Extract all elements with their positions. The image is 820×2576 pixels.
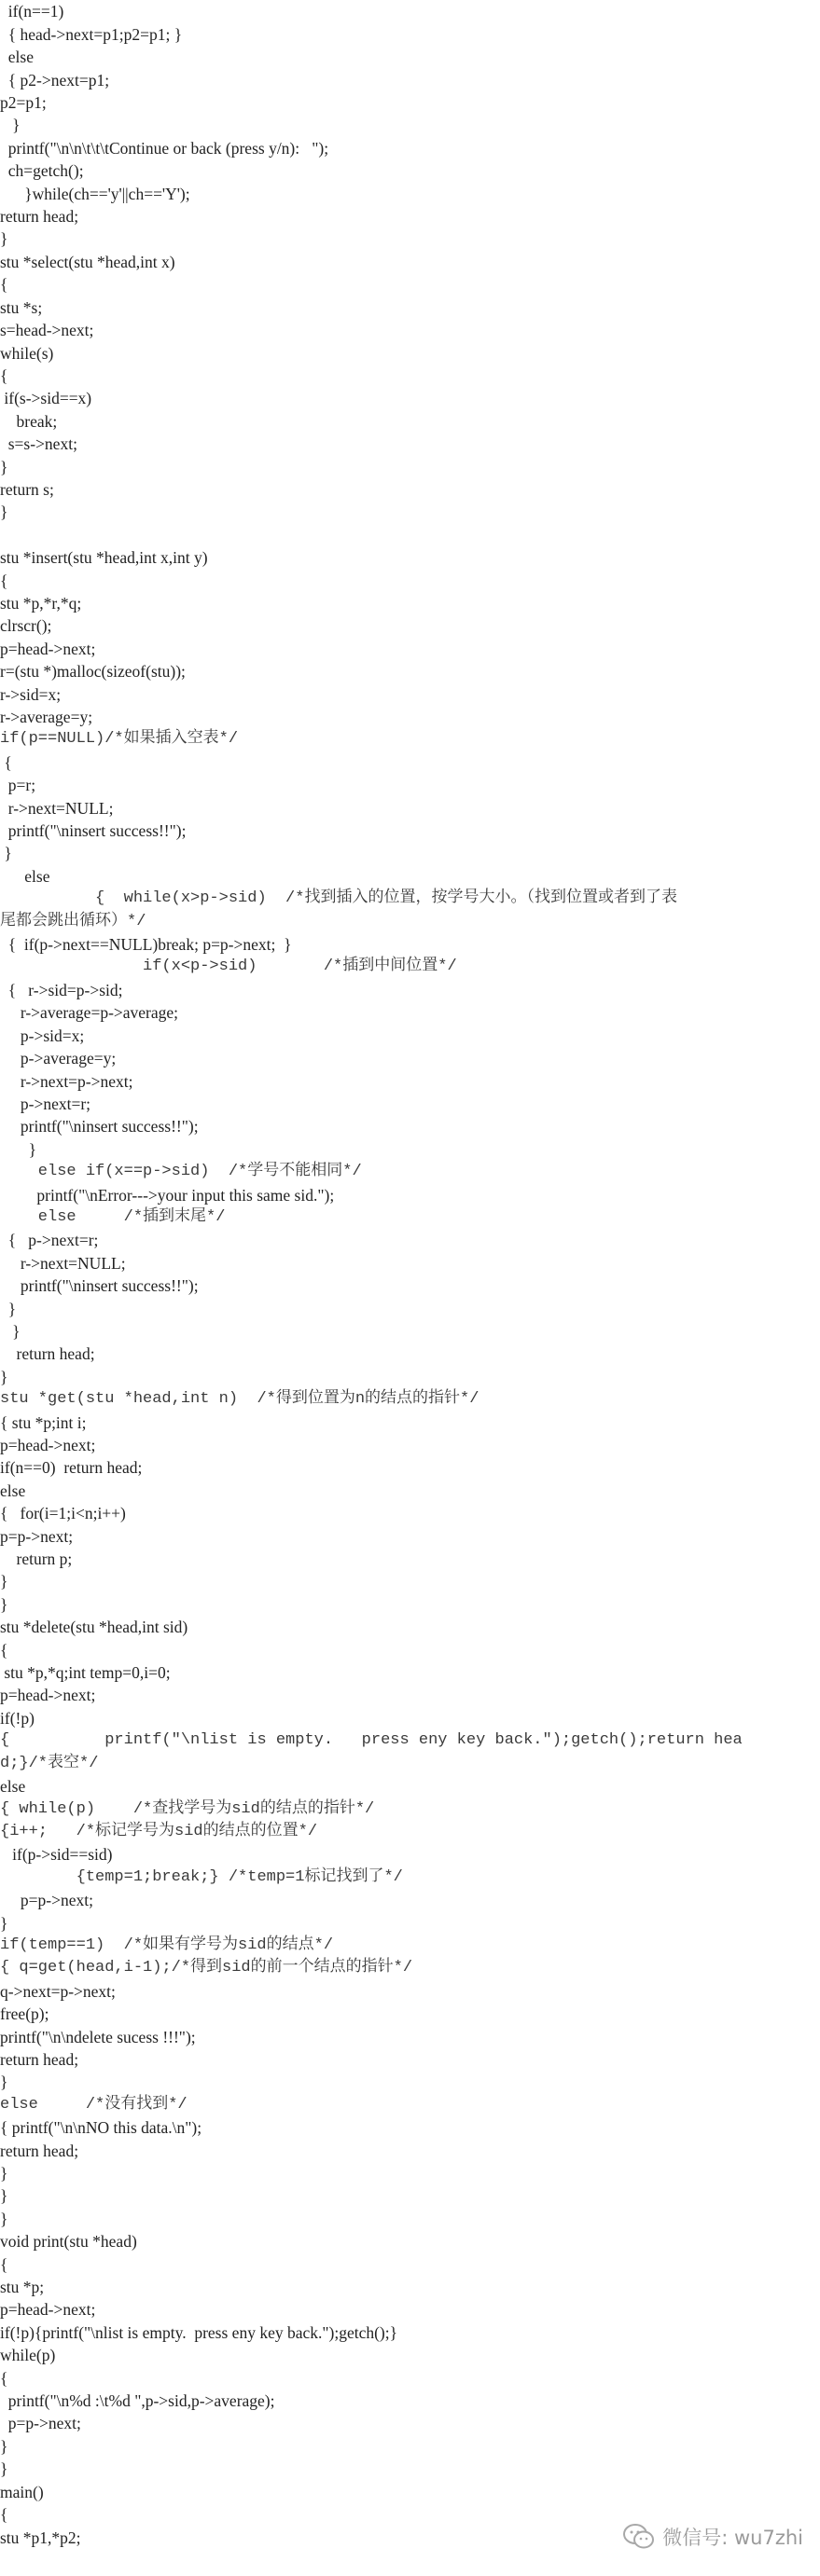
code-line: free(p);	[0, 2004, 49, 2024]
code-line: }	[0, 2073, 8, 2092]
code-line: r=(stu *)malloc(sizeof(stu));	[0, 662, 186, 682]
code-line: r->next=p->next;	[0, 1071, 133, 1091]
code-line: p=head->next;	[0, 1436, 96, 1454]
code-line: }	[0, 1594, 8, 1614]
code-line: printf("\ninsert success!!");	[0, 821, 187, 841]
code-line: }	[0, 457, 8, 476]
code-line: }	[0, 1913, 8, 1933]
code-line: p->next=r;	[0, 1094, 91, 1113]
code-line: stu *get(stu *head,int n) /*得到位置为n的结点的指针*/	[0, 1390, 479, 1409]
code-line: return p;	[0, 1550, 73, 1569]
code-line: {	[0, 1640, 8, 1660]
code-line: r->average=y;	[0, 708, 93, 726]
code-line: return head;	[0, 2049, 79, 2069]
code-line: else /*没有找到*/	[0, 2095, 188, 2114]
code-line: main()	[0, 2482, 44, 2501]
code-line: if(s->sid==x)	[0, 389, 92, 408]
code-line: }	[0, 1139, 37, 1159]
code-line: }	[0, 229, 8, 249]
code-line	[0, 524, 820, 546]
code-line: if(p->sid==sid)	[0, 1845, 113, 1865]
code-line: q->next=p->next;	[0, 1981, 116, 2001]
code-line: else	[0, 866, 50, 886]
code-line: printf("\n\ndelete sucess !!!");	[0, 2027, 196, 2046]
code-line: while(p)	[0, 2346, 56, 2365]
code-line: { p->next=r;	[0, 1231, 99, 1250]
code-line: p=p->next;	[0, 1526, 74, 1546]
code-line: else	[0, 1481, 26, 1500]
code-line: r->next=NULL;	[0, 798, 114, 818]
code-line: { stu *p;int i;	[0, 1412, 87, 1432]
code-line: printf("\nError--->your input this same sid.");	[0, 1185, 335, 1205]
code-line: if(n==1)	[0, 2, 64, 21]
code-line: d;}/*表空*/	[0, 1754, 99, 1772]
code-line: stu *select(stu *head,int x)	[0, 252, 175, 271]
code-line: return head;	[0, 2141, 79, 2160]
code-line: stu *p1,*p2;	[0, 2528, 81, 2547]
code-line: s=head->next;	[0, 321, 94, 340]
code-line: {temp=1;break;} /*temp=1标记找到了*/	[0, 1867, 403, 1886]
code-line: p->sid=x;	[0, 1026, 85, 1045]
code-line: }	[0, 2186, 8, 2206]
code-line: ch=getch();	[0, 161, 84, 181]
code-line: stu *s;	[0, 297, 43, 317]
wechat-icon	[623, 2524, 655, 2550]
code-line: else	[0, 1777, 26, 1797]
code-line: printf("\ninsert success!!");	[0, 1276, 199, 1296]
code-line: p2=p1;	[0, 93, 47, 113]
code-line: {	[0, 2368, 8, 2388]
code-line: r->average=p->average;	[0, 1003, 179, 1023]
code-line: }	[0, 1321, 21, 1341]
code-line: }	[0, 2209, 8, 2228]
code-line: if(n==0) return head;	[0, 1458, 143, 1478]
code-line: }	[0, 2164, 8, 2183]
code-line: { p2->next=p1;	[0, 70, 110, 90]
code-line: if(p==NULL)/*如果插入空表*/	[0, 730, 239, 749]
code-line: if(x<p->sid) /*插到中间位置*/	[0, 957, 457, 976]
code-line: void print(stu *head)	[0, 2232, 137, 2252]
code-line: return head;	[0, 1344, 95, 1364]
code-line: clrscr();	[0, 616, 52, 636]
code-line: r->sid=x;	[0, 684, 62, 704]
code-line: { q=get(head,i-1);/*得到sid的前一个结点的指针*/	[0, 1959, 413, 1977]
code-line: }	[0, 503, 8, 522]
code-line: { r->sid=p->sid;	[0, 980, 123, 999]
code-line: printf("\ninsert success!!");	[0, 1117, 199, 1136]
code-line: s=s->next;	[0, 434, 77, 454]
code-line: stu *p,*q;int temp=0,i=0;	[0, 1663, 171, 1683]
code-line: }while(ch=='y'||ch=='Y');	[0, 184, 190, 203]
code-line: p=r;	[0, 776, 36, 795]
code-line: }	[0, 116, 21, 135]
code-line: if(temp==1) /*如果有学号为sid的结点*/	[0, 1935, 334, 1954]
code-line: }	[0, 844, 12, 863]
code-line: if(!p){printf("\nlist is empty. press eny key back.");getch();}	[0, 2322, 398, 2342]
code-line: else /*插到末尾*/	[0, 1207, 226, 1226]
watermark-label: 微信号: wu7zhi	[662, 2527, 803, 2549]
code-line: if(!p)	[0, 1708, 35, 1728]
code-line: p=head->next;	[0, 2300, 96, 2320]
code-line: { printf("\n\nNO this data.\n");	[0, 2118, 202, 2138]
code-line: printf("\n%d :\t%d ",p->sid,p->average);	[0, 2391, 275, 2411]
code-line: stu *p;	[0, 2278, 45, 2297]
code-line: break;	[0, 411, 58, 431]
code-line: }	[0, 2436, 8, 2456]
code-line: {	[0, 571, 8, 590]
code-line: { if(p->next==NULL)break; p=p->next; }	[0, 935, 292, 955]
code-line: { head->next=p1;p2=p1; }	[0, 24, 183, 44]
code-line: }	[0, 1572, 8, 1591]
code-line: { printf("\nlist is empty. press eny key back.");getch();return hea	[0, 1731, 743, 1750]
code-line: { while(x>p->sid) /*找到插入的位置，按学号大小。（找到位置或者到了表	[0, 889, 677, 908]
code-line: while(s)	[0, 343, 54, 363]
code-line: return head;	[0, 207, 79, 227]
code-line: {i++; /*标记学号为sid的结点的位置*/	[0, 1822, 318, 1840]
code-line: {	[0, 2505, 8, 2525]
code-line: { for(i=1;i<n;i++)	[0, 1504, 126, 1523]
code-line: }	[0, 1299, 17, 1318]
code-line: { while(p) /*查找学号为sid的结点的指针*/	[0, 1799, 375, 1818]
code-line: return s;	[0, 479, 54, 499]
code-line: stu *insert(stu *head,int x,int y)	[0, 548, 208, 568]
code-line: p->average=y;	[0, 1049, 117, 1068]
code-line: {	[0, 752, 12, 772]
code-line: {	[0, 365, 8, 385]
code-line: r->next=NULL;	[0, 1253, 126, 1273]
code-line: p=p->next;	[0, 2414, 81, 2433]
code-line: }	[0, 2459, 8, 2479]
code-line: {	[0, 2254, 8, 2274]
code-line: p=p->next;	[0, 1891, 93, 1910]
code-line: stu *delete(stu *head,int sid)	[0, 1618, 188, 1637]
code-line: {	[0, 275, 8, 295]
code-line: else	[0, 48, 34, 67]
wechat-watermark	[623, 2523, 803, 2551]
code-line: p=head->next;	[0, 1686, 96, 1705]
code-line: stu *p,*r,*q;	[0, 593, 82, 613]
code-line: p=head->next;	[0, 639, 96, 658]
code-line: printf("\n\n\t\t\tContinue or back (press y/n): ");	[0, 138, 329, 158]
code-line: }	[0, 1367, 8, 1386]
code-line: 尾都会跳出循环）*/	[0, 912, 146, 930]
code-line: else if(x==p->sid) /*学号不能相同*/	[0, 1163, 362, 1181]
